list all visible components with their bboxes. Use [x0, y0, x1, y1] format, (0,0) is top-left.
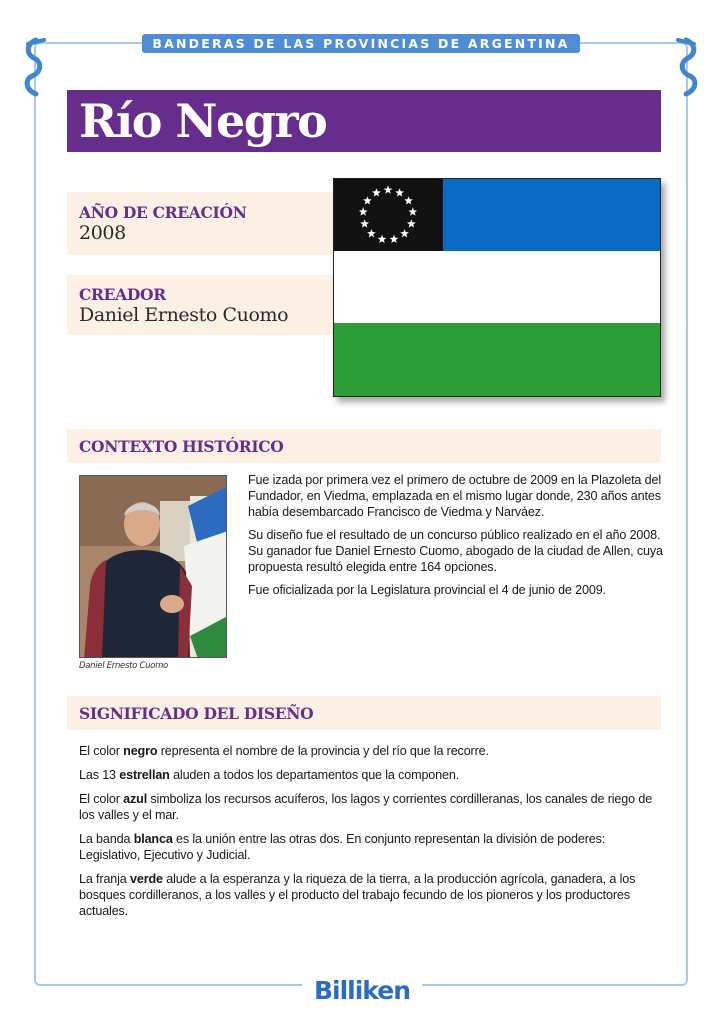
- flag-star-icon: [408, 207, 417, 215]
- flag-star-icon: [367, 229, 376, 237]
- design-item: La banda blanca es la unión entre las otras dos. En conjunto representan la división de poderes: Legislativo, Ejecutivo y Judicial.: [79, 832, 606, 862]
- flag-star-icon: [407, 219, 416, 227]
- creation-year-label: AÑO DE CREACIÓN: [79, 203, 247, 222]
- design-item: El color azul simboliza los recursos acuíferos, los lagos y corrientes cordilleranas, los canales de riego de los valles y el mar.: [79, 792, 653, 822]
- creation-year-box: [67, 192, 333, 255]
- creator-box: [67, 275, 333, 335]
- logo-text: Billiken: [313, 975, 411, 1005]
- flag-star-icon: [400, 229, 409, 237]
- flag-star-icon: [378, 235, 387, 243]
- creator-photo: [79, 475, 227, 658]
- flag-star-icon: [359, 207, 368, 215]
- context-heading-bar: [67, 429, 661, 463]
- flag-stars: [334, 179, 443, 251]
- design-item: Las 13 estrellan aluden a todos los departamentos que la componen.: [79, 768, 460, 782]
- creator-value: Daniel Ernesto Cuomo: [79, 304, 289, 326]
- flag-star-icon: [360, 219, 369, 227]
- design-text: [79, 743, 664, 927]
- flag-star-icon: [390, 235, 399, 243]
- context-paragraph: Fue oficializada por la Legislatura provincial el 4 de junio de 2009.: [248, 583, 606, 597]
- flag-white-band: [334, 251, 660, 323]
- title-bar: [67, 90, 661, 152]
- photo-caption: Daniel Ernesto Cuomo: [79, 661, 168, 671]
- left-ribbon-icon: [22, 36, 52, 98]
- design-item: La franja verde alude a la esperanza y la riqueza de la tierra, a la producción agrícola, ganadera, a los bosques cordilleranos, a los valles y el producto del trabajo fecundo de los pioneros y los productores actuales.: [79, 872, 636, 918]
- flag-star-icon: [395, 188, 404, 196]
- context-paragraph: Fue izada por primera vez el primero de octubre de 2009 en la Plazoleta del Fundador, en Viedma, emplazada en el mismo lugar donde, 230 años antes había desembarcado Francisco de Viedma y Narváez.: [248, 473, 661, 519]
- design-heading: SIGNIFICADO DEL DISEÑO: [79, 703, 314, 723]
- context-heading: CONTEXTO HISTÓRICO: [79, 436, 284, 456]
- flag-star-icon: [363, 196, 372, 204]
- flag-black-canton: [334, 179, 443, 251]
- context-paragraph: Su diseño fue el resultado de un concurso público realizado en el año 2008. Su ganador fue Daniel Ernesto Cuomo, abogado de la ciudad de Allen, cuya propuesta resultó elegida entre 164 opciones.: [248, 528, 663, 574]
- right-ribbon-icon: [670, 36, 700, 98]
- series-banner: [152, 34, 570, 52]
- design-heading-bar: [67, 696, 661, 730]
- context-text: [248, 472, 666, 605]
- flag-star-icon: [384, 185, 393, 193]
- flag-star-icon: [372, 188, 381, 196]
- billiken-logo: [302, 972, 422, 1008]
- flag-green-band: [334, 323, 660, 397]
- series-banner-text: BANDERAS DE LAS PROVINCIAS DE ARGENTINA: [142, 34, 579, 53]
- design-item: El color negro representa el nombre de la provincia y del río que la recorre.: [79, 744, 489, 758]
- creator-label: CREADOR: [79, 285, 166, 304]
- creation-year-value: 2008: [79, 222, 126, 244]
- rio-negro-flag: [333, 178, 661, 397]
- flag-star-icon: [404, 196, 413, 204]
- page-title: Río Negro: [79, 94, 327, 148]
